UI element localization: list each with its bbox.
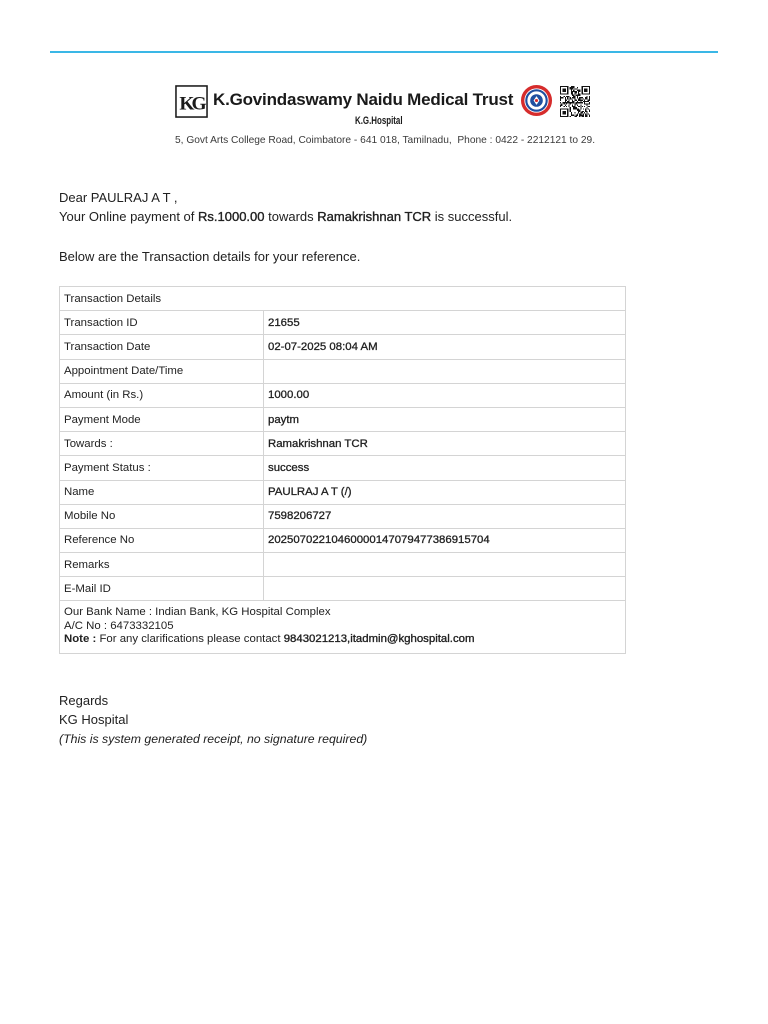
remarks-label: Remarks — [60, 553, 264, 577]
payment-mode-value: paytm — [264, 407, 626, 431]
table-title: Transaction Details — [60, 287, 626, 311]
table-header-row — [60, 287, 626, 311]
payment-status-label: Payment Status : — [60, 456, 264, 480]
payment-status-value: success — [264, 456, 626, 480]
payment-mode-label: Payment Mode — [60, 407, 264, 431]
note-text: For any clarifications please contact — [96, 633, 284, 646]
kg-logo-icon — [175, 85, 208, 118]
transaction-id-value: 21655 — [264, 311, 626, 335]
trust-name: K.Govindaswamy Naidu Medical Trust — [213, 90, 514, 109]
table-row — [60, 504, 626, 528]
transaction-date-label: Transaction Date — [60, 335, 264, 359]
payee-name: Ramakrishnan TCR — [317, 209, 432, 224]
table-row — [60, 528, 626, 552]
note-line — [64, 633, 621, 647]
table-row — [60, 407, 626, 431]
bank-details-row — [60, 601, 626, 654]
amount-value: 1000.00 — [264, 383, 626, 407]
logo-lettering: KG — [179, 93, 204, 115]
hospital-address: 5, Govt Arts College Road, Coimbatore - 641 018, Tamilnadu, Phone : 0422 - 2212121 to 29. — [175, 135, 596, 146]
table-row — [60, 335, 626, 359]
table-row — [60, 311, 626, 335]
intro-text: Below are the Transaction details for your reference. — [59, 249, 361, 264]
payment-amount: Rs.1000.00 — [198, 209, 265, 224]
transaction-table — [59, 286, 626, 654]
transaction-date-value: 02-07-2025 08:04 AM — [264, 335, 626, 359]
table-row — [60, 432, 626, 456]
name-label: Name — [60, 480, 264, 504]
qr-code-icon — [560, 86, 590, 117]
bank-details-cell — [60, 601, 626, 654]
message-prefix: Your Online payment of — [59, 209, 198, 224]
header-accent-line — [50, 51, 718, 53]
signature-name: KG Hospital — [59, 712, 129, 727]
mobile-no-label: Mobile No — [60, 504, 264, 528]
remarks-value — [264, 553, 626, 577]
hospital-name: K.G.Hospital — [355, 115, 403, 127]
reference-no-label: Reference No — [60, 528, 264, 552]
email-id-value — [264, 577, 626, 601]
payment-message — [59, 207, 512, 226]
table-row — [60, 456, 626, 480]
table-row — [60, 383, 626, 407]
towards-label: Towards : — [60, 432, 264, 456]
hospital-emblem-icon — [520, 84, 553, 117]
system-generated-note: (This is system generated receipt, no signature required) — [59, 732, 368, 746]
table-row — [60, 480, 626, 504]
bank-name-line: Our Bank Name : Indian Bank, KG Hospital Complex — [64, 606, 331, 619]
appointment-datetime-value — [264, 359, 626, 383]
note-label: Note : — [64, 633, 97, 646]
email-id-label: E-Mail ID — [60, 577, 264, 601]
towards-value: Ramakrishnan TCR — [264, 432, 626, 456]
message-middle: towards — [264, 209, 318, 224]
table-row — [60, 577, 626, 601]
name-value: PAULRAJ A T (/) — [264, 480, 626, 504]
table-row — [60, 553, 626, 577]
mobile-no-value: 7598206727 — [264, 504, 626, 528]
account-number-line: A/C No : 6473332105 — [64, 619, 174, 632]
contact-details: 9843021213,itadmin@kghospital.com — [283, 633, 475, 646]
regards-text: Regards — [59, 693, 109, 708]
message-suffix: is successful. — [431, 209, 513, 224]
amount-label: Amount (in Rs.) — [60, 383, 264, 407]
greeting: Dear PAULRAJ A T , — [59, 190, 178, 205]
appointment-datetime-label: Appointment Date/Time — [60, 359, 264, 383]
reference-no-value: 20250702210460000147079477386915704 — [264, 528, 626, 552]
transaction-id-label: Transaction ID — [60, 311, 264, 335]
table-row — [60, 359, 626, 383]
